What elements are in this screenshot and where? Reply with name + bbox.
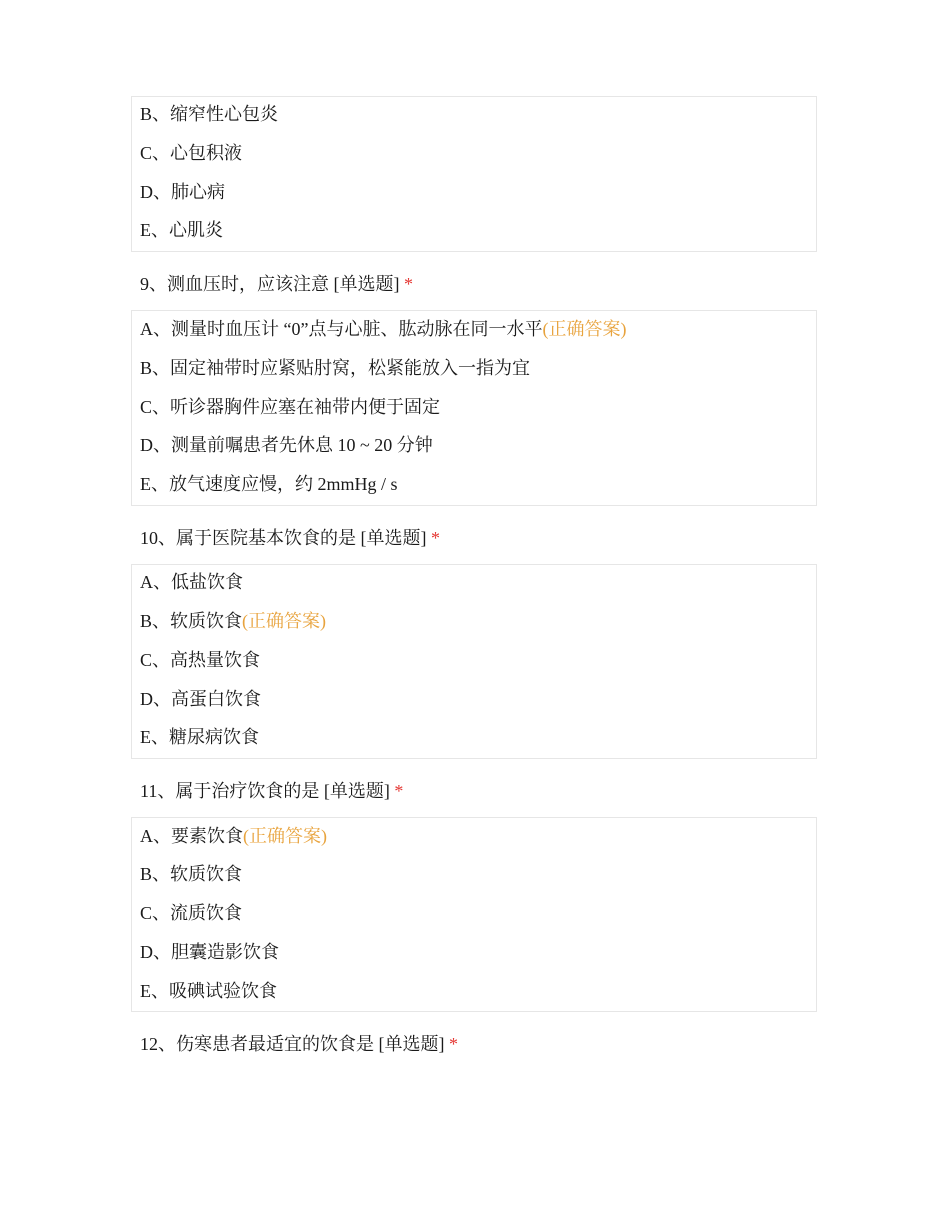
q9-option-a: A、测量时血压计 “0”点与心脏、肱动脉在同一水平(正确答案) <box>140 319 627 339</box>
q10-option-e: E、糖尿病饮食 <box>140 727 259 747</box>
q8-option-d: D、肺心病 <box>140 182 225 202</box>
q8-option-e: E、心肌炎 <box>140 220 223 240</box>
q11-option-a: A、要素饮食(正确答案) <box>140 826 327 846</box>
required-mark: * <box>449 1034 458 1054</box>
q11-option-e: E、吸碘试验饮食 <box>140 981 277 1001</box>
q11-option-b: B、软质饮食 <box>140 864 243 884</box>
q9-option-d: D、测量前嘱患者先休息 10 ~ 20 分钟 <box>140 435 433 455</box>
q9-option-c: C、听诊器胸件应塞在袖带内便于固定 <box>140 397 441 417</box>
required-mark: * <box>394 781 404 801</box>
question-10-title: 10、属于医院基本饮食的是 [单选题] * <box>140 528 440 548</box>
q10-option-a: A、低盐饮食 <box>140 572 243 592</box>
q11-option-d: D、胆囊造影饮食 <box>140 942 279 962</box>
q9-option-e: E、放气速度应慢，约 2mmHg / s <box>140 474 398 494</box>
question-9-title: 9、测血压时，应该注意 [单选题] * <box>140 274 413 294</box>
correct-answer-mark: (正确答案) <box>542 319 627 339</box>
q9-option-b: B、固定袖带时应紧贴肘窝，松紧能放入一指为宜 <box>140 358 531 378</box>
required-mark: * <box>404 274 413 294</box>
question-12-title: 12、伤寒患者最适宜的饮食是 [单选题] * <box>140 1034 458 1054</box>
q8-option-b: B、缩窄性心包炎 <box>140 104 279 124</box>
q10-option-d: D、高蛋白饮食 <box>140 689 261 709</box>
q10-option-b: B、软质饮食(正确答案) <box>140 611 327 631</box>
correct-answer-mark: (正确答案) <box>242 611 327 631</box>
q8-option-c: C、心包积液 <box>140 143 243 163</box>
correct-answer-mark: (正确答案) <box>243 826 327 846</box>
question-11-title: 11、属于治疗饮食的是 [单选题] * <box>140 781 404 801</box>
required-mark: * <box>431 528 440 548</box>
q11-option-c: C、流质饮食 <box>140 903 243 923</box>
q10-option-c: C、高热量饮食 <box>140 650 261 670</box>
